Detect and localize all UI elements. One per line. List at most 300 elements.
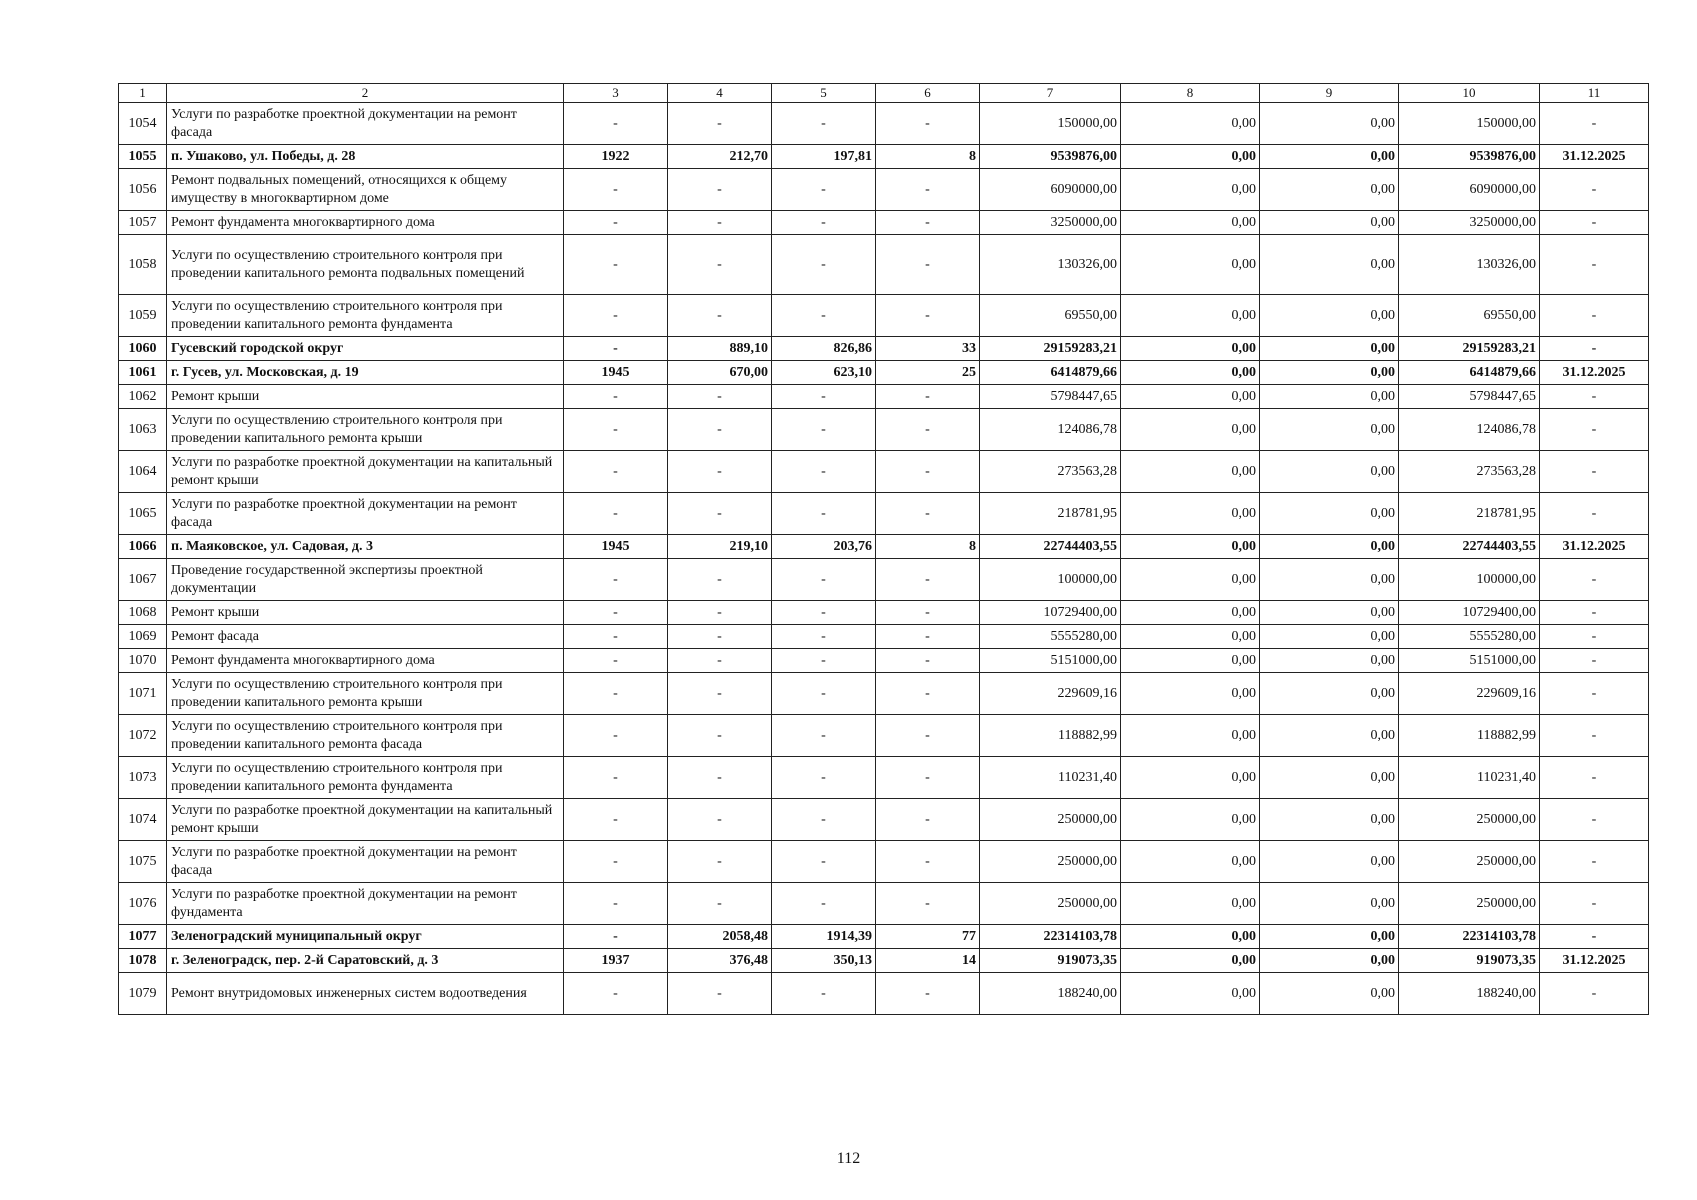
cost-owners-cell: 273563,28 bbox=[1399, 451, 1540, 493]
cost-budget-cell: 0,00 bbox=[1260, 841, 1399, 883]
cost-budget-cell: 0,00 bbox=[1260, 409, 1399, 451]
cost-fund-cell: 0,00 bbox=[1121, 409, 1260, 451]
item-name-cell: Услуги по осуществлению строительного контроля при проведении капитального ремонта фундамента bbox=[167, 295, 564, 337]
residents-cell: - bbox=[876, 451, 980, 493]
cost-fund-cell: 0,00 bbox=[1121, 385, 1260, 409]
row-number-cell: 1060 bbox=[119, 337, 167, 361]
column-number-header: 5 bbox=[772, 84, 876, 103]
cost-owners-cell: 22314103,78 bbox=[1399, 925, 1540, 949]
cost-budget-cell: 0,00 bbox=[1260, 715, 1399, 757]
year-cell: - bbox=[564, 211, 668, 235]
residents-cell: - bbox=[876, 973, 980, 1015]
area-total-cell: - bbox=[668, 169, 772, 211]
area-total-cell: - bbox=[668, 799, 772, 841]
deadline-cell: - bbox=[1540, 385, 1649, 409]
year-cell: - bbox=[564, 451, 668, 493]
cost-fund-cell: 0,00 bbox=[1121, 949, 1260, 973]
area-living-cell: - bbox=[772, 103, 876, 145]
cost-owners-cell: 250000,00 bbox=[1399, 799, 1540, 841]
residents-cell: - bbox=[876, 211, 980, 235]
area-living-cell: - bbox=[772, 235, 876, 295]
deadline-cell: - bbox=[1540, 601, 1649, 625]
table-row bbox=[119, 361, 1649, 385]
area-living-cell: 350,13 bbox=[772, 949, 876, 973]
item-name-cell: Ремонт внутридомовых инженерных систем водоотведения bbox=[167, 973, 564, 1015]
cost-budget-cell: 0,00 bbox=[1260, 757, 1399, 799]
column-number-header: 4 bbox=[668, 84, 772, 103]
area-living-cell: - bbox=[772, 649, 876, 673]
cost-total-cell: 188240,00 bbox=[980, 973, 1121, 1015]
item-name-cell: Ремонт крыши bbox=[167, 601, 564, 625]
table-row bbox=[119, 973, 1649, 1015]
residents-cell: - bbox=[876, 295, 980, 337]
item-name-cell: Услуги по осуществлению строительного контроля при проведении капитального ремонта крыши bbox=[167, 673, 564, 715]
cost-budget-cell: 0,00 bbox=[1260, 103, 1399, 145]
row-number-cell: 1054 bbox=[119, 103, 167, 145]
residents-cell: - bbox=[876, 883, 980, 925]
cost-fund-cell: 0,00 bbox=[1121, 925, 1260, 949]
deadline-cell: - bbox=[1540, 211, 1649, 235]
row-number-cell: 1069 bbox=[119, 625, 167, 649]
deadline-cell: - bbox=[1540, 673, 1649, 715]
year-cell: - bbox=[564, 757, 668, 799]
item-name-cell: Ремонт фасада bbox=[167, 625, 564, 649]
table-row bbox=[119, 409, 1649, 451]
row-number-cell: 1075 bbox=[119, 841, 167, 883]
table-row bbox=[119, 925, 1649, 949]
cost-total-cell: 29159283,21 bbox=[980, 337, 1121, 361]
cost-budget-cell: 0,00 bbox=[1260, 973, 1399, 1015]
cost-total-cell: 22314103,78 bbox=[980, 925, 1121, 949]
row-number-cell: 1063 bbox=[119, 409, 167, 451]
table-row bbox=[119, 235, 1649, 295]
deadline-cell: - bbox=[1540, 625, 1649, 649]
column-number-header-row bbox=[119, 84, 1649, 103]
column-number-header: 11 bbox=[1540, 84, 1649, 103]
cost-budget-cell: 0,00 bbox=[1260, 649, 1399, 673]
residents-cell: - bbox=[876, 103, 980, 145]
residents-cell: 8 bbox=[876, 145, 980, 169]
table-row bbox=[119, 559, 1649, 601]
column-number-header: 6 bbox=[876, 84, 980, 103]
item-name-cell: Ремонт фундамента многоквартирного дома bbox=[167, 211, 564, 235]
cost-fund-cell: 0,00 bbox=[1121, 715, 1260, 757]
row-number-cell: 1065 bbox=[119, 493, 167, 535]
cost-fund-cell: 0,00 bbox=[1121, 211, 1260, 235]
year-cell: 1945 bbox=[564, 361, 668, 385]
area-living-cell: - bbox=[772, 625, 876, 649]
cost-total-cell: 5151000,00 bbox=[980, 649, 1121, 673]
cost-budget-cell: 0,00 bbox=[1260, 925, 1399, 949]
cost-owners-cell: 130326,00 bbox=[1399, 235, 1540, 295]
area-living-cell: - bbox=[772, 799, 876, 841]
year-cell: 1945 bbox=[564, 535, 668, 559]
area-total-cell: - bbox=[668, 715, 772, 757]
cost-owners-cell: 150000,00 bbox=[1399, 103, 1540, 145]
residents-cell: 25 bbox=[876, 361, 980, 385]
cost-fund-cell: 0,00 bbox=[1121, 535, 1260, 559]
cost-owners-cell: 124086,78 bbox=[1399, 409, 1540, 451]
cost-total-cell: 250000,00 bbox=[980, 799, 1121, 841]
cost-fund-cell: 0,00 bbox=[1121, 169, 1260, 211]
residents-cell: - bbox=[876, 385, 980, 409]
cost-total-cell: 22744403,55 bbox=[980, 535, 1121, 559]
area-living-cell: - bbox=[772, 757, 876, 799]
residents-cell: - bbox=[876, 235, 980, 295]
column-number-header: 3 bbox=[564, 84, 668, 103]
area-total-cell: - bbox=[668, 973, 772, 1015]
row-number-cell: 1074 bbox=[119, 799, 167, 841]
cost-total-cell: 150000,00 bbox=[980, 103, 1121, 145]
deadline-cell: - bbox=[1540, 103, 1649, 145]
cost-owners-cell: 118882,99 bbox=[1399, 715, 1540, 757]
cost-fund-cell: 0,00 bbox=[1121, 559, 1260, 601]
cost-fund-cell: 0,00 bbox=[1121, 493, 1260, 535]
residents-cell: - bbox=[876, 559, 980, 601]
table-row bbox=[119, 601, 1649, 625]
cost-fund-cell: 0,00 bbox=[1121, 883, 1260, 925]
item-name-cell: п. Ушаково, ул. Победы, д. 28 bbox=[167, 145, 564, 169]
table-row bbox=[119, 649, 1649, 673]
row-number-cell: 1079 bbox=[119, 973, 167, 1015]
year-cell: - bbox=[564, 925, 668, 949]
area-living-cell: - bbox=[772, 493, 876, 535]
cost-total-cell: 110231,40 bbox=[980, 757, 1121, 799]
area-living-cell: - bbox=[772, 385, 876, 409]
year-cell: - bbox=[564, 385, 668, 409]
deadline-cell: 31.12.2025 bbox=[1540, 949, 1649, 973]
area-living-cell: - bbox=[772, 409, 876, 451]
cost-owners-cell: 250000,00 bbox=[1399, 883, 1540, 925]
cost-budget-cell: 0,00 bbox=[1260, 361, 1399, 385]
year-cell: - bbox=[564, 799, 668, 841]
row-number-cell: 1070 bbox=[119, 649, 167, 673]
cost-total-cell: 130326,00 bbox=[980, 235, 1121, 295]
cost-fund-cell: 0,00 bbox=[1121, 799, 1260, 841]
residents-cell: - bbox=[876, 493, 980, 535]
area-total-cell: 219,10 bbox=[668, 535, 772, 559]
item-name-cell: Гусевский городской округ bbox=[167, 337, 564, 361]
row-number-cell: 1077 bbox=[119, 925, 167, 949]
column-number-header: 8 bbox=[1121, 84, 1260, 103]
item-name-cell: Услуги по разработке проектной документации на ремонт фасада bbox=[167, 841, 564, 883]
cost-owners-cell: 250000,00 bbox=[1399, 841, 1540, 883]
area-living-cell: - bbox=[772, 559, 876, 601]
residents-cell: - bbox=[876, 169, 980, 211]
row-number-cell: 1061 bbox=[119, 361, 167, 385]
row-number-cell: 1078 bbox=[119, 949, 167, 973]
area-total-cell: - bbox=[668, 649, 772, 673]
area-total-cell: - bbox=[668, 385, 772, 409]
deadline-cell: 31.12.2025 bbox=[1540, 145, 1649, 169]
deadline-cell: - bbox=[1540, 559, 1649, 601]
area-total-cell: 2058,48 bbox=[668, 925, 772, 949]
area-total-cell: - bbox=[668, 493, 772, 535]
cost-budget-cell: 0,00 bbox=[1260, 601, 1399, 625]
residents-cell: - bbox=[876, 409, 980, 451]
cost-total-cell: 273563,28 bbox=[980, 451, 1121, 493]
residents-cell: - bbox=[876, 649, 980, 673]
deadline-cell: - bbox=[1540, 841, 1649, 883]
cost-total-cell: 6414879,66 bbox=[980, 361, 1121, 385]
deadline-cell: - bbox=[1540, 169, 1649, 211]
area-living-cell: 203,76 bbox=[772, 535, 876, 559]
column-number-header: 9 bbox=[1260, 84, 1399, 103]
cost-total-cell: 250000,00 bbox=[980, 883, 1121, 925]
cost-total-cell: 6090000,00 bbox=[980, 169, 1121, 211]
deadline-cell: 31.12.2025 bbox=[1540, 361, 1649, 385]
cost-fund-cell: 0,00 bbox=[1121, 649, 1260, 673]
item-name-cell: Ремонт подвальных помещений, относящихся к общему имуществу в многоквартирном доме bbox=[167, 169, 564, 211]
area-total-cell: - bbox=[668, 211, 772, 235]
area-total-cell: - bbox=[668, 409, 772, 451]
row-number-cell: 1066 bbox=[119, 535, 167, 559]
deadline-cell: - bbox=[1540, 649, 1649, 673]
cost-budget-cell: 0,00 bbox=[1260, 145, 1399, 169]
area-total-cell: - bbox=[668, 103, 772, 145]
table-row bbox=[119, 493, 1649, 535]
cost-owners-cell: 188240,00 bbox=[1399, 973, 1540, 1015]
cost-total-cell: 250000,00 bbox=[980, 841, 1121, 883]
cost-total-cell: 229609,16 bbox=[980, 673, 1121, 715]
table-row bbox=[119, 211, 1649, 235]
year-cell: - bbox=[564, 649, 668, 673]
item-name-cell: Зеленоградский муниципальный округ bbox=[167, 925, 564, 949]
cost-total-cell: 919073,35 bbox=[980, 949, 1121, 973]
row-number-cell: 1056 bbox=[119, 169, 167, 211]
deadline-cell: - bbox=[1540, 757, 1649, 799]
area-total-cell: - bbox=[668, 625, 772, 649]
deadline-cell: - bbox=[1540, 295, 1649, 337]
row-number-cell: 1058 bbox=[119, 235, 167, 295]
cost-total-cell: 69550,00 bbox=[980, 295, 1121, 337]
data-table bbox=[118, 83, 1649, 1015]
deadline-cell: 31.12.2025 bbox=[1540, 535, 1649, 559]
table-body bbox=[119, 84, 1649, 1015]
year-cell: - bbox=[564, 235, 668, 295]
area-living-cell: - bbox=[772, 169, 876, 211]
area-living-cell: 197,81 bbox=[772, 145, 876, 169]
cost-budget-cell: 0,00 bbox=[1260, 235, 1399, 295]
area-total-cell: - bbox=[668, 601, 772, 625]
table-row bbox=[119, 535, 1649, 559]
area-total-cell: 212,70 bbox=[668, 145, 772, 169]
cost-budget-cell: 0,00 bbox=[1260, 493, 1399, 535]
table-row bbox=[119, 625, 1649, 649]
cost-owners-cell: 919073,35 bbox=[1399, 949, 1540, 973]
cost-owners-cell: 22744403,55 bbox=[1399, 535, 1540, 559]
residents-cell: - bbox=[876, 673, 980, 715]
cost-total-cell: 124086,78 bbox=[980, 409, 1121, 451]
area-total-cell: - bbox=[668, 295, 772, 337]
cost-fund-cell: 0,00 bbox=[1121, 337, 1260, 361]
table-row bbox=[119, 883, 1649, 925]
area-total-cell: 889,10 bbox=[668, 337, 772, 361]
cost-fund-cell: 0,00 bbox=[1121, 451, 1260, 493]
column-number-header: 2 bbox=[167, 84, 564, 103]
deadline-cell: - bbox=[1540, 337, 1649, 361]
area-living-cell: - bbox=[772, 451, 876, 493]
residents-cell: - bbox=[876, 799, 980, 841]
deadline-cell: - bbox=[1540, 973, 1649, 1015]
area-living-cell: - bbox=[772, 883, 876, 925]
cost-owners-cell: 29159283,21 bbox=[1399, 337, 1540, 361]
residents-cell: - bbox=[876, 625, 980, 649]
cost-owners-cell: 6414879,66 bbox=[1399, 361, 1540, 385]
area-living-cell: - bbox=[772, 973, 876, 1015]
area-total-cell: - bbox=[668, 841, 772, 883]
residents-cell: 14 bbox=[876, 949, 980, 973]
item-name-cell: Услуги по разработке проектной документации на ремонт фундамента bbox=[167, 883, 564, 925]
deadline-cell: - bbox=[1540, 799, 1649, 841]
item-name-cell: Услуги по осуществлению строительного контроля при проведении капитального ремонта крыши bbox=[167, 409, 564, 451]
residents-cell: - bbox=[876, 757, 980, 799]
year-cell: - bbox=[564, 295, 668, 337]
area-total-cell: - bbox=[668, 451, 772, 493]
cost-budget-cell: 0,00 bbox=[1260, 625, 1399, 649]
table-row bbox=[119, 841, 1649, 883]
row-number-cell: 1068 bbox=[119, 601, 167, 625]
cost-owners-cell: 5555280,00 bbox=[1399, 625, 1540, 649]
table-row bbox=[119, 451, 1649, 493]
cost-owners-cell: 3250000,00 bbox=[1399, 211, 1540, 235]
year-cell: - bbox=[564, 883, 668, 925]
column-number-header: 7 bbox=[980, 84, 1121, 103]
item-name-cell: Услуги по разработке проектной документации на ремонт фасада bbox=[167, 493, 564, 535]
cost-owners-cell: 110231,40 bbox=[1399, 757, 1540, 799]
row-number-cell: 1059 bbox=[119, 295, 167, 337]
area-living-cell: 623,10 bbox=[772, 361, 876, 385]
cost-fund-cell: 0,00 bbox=[1121, 145, 1260, 169]
deadline-cell: - bbox=[1540, 925, 1649, 949]
item-name-cell: Услуги по разработке проектной документации на капитальный ремонт крыши bbox=[167, 451, 564, 493]
deadline-cell: - bbox=[1540, 451, 1649, 493]
row-number-cell: 1076 bbox=[119, 883, 167, 925]
area-living-cell: - bbox=[772, 601, 876, 625]
table-row bbox=[119, 103, 1649, 145]
deadline-cell: - bbox=[1540, 493, 1649, 535]
cost-total-cell: 3250000,00 bbox=[980, 211, 1121, 235]
cost-total-cell: 5555280,00 bbox=[980, 625, 1121, 649]
deadline-cell: - bbox=[1540, 883, 1649, 925]
cost-owners-cell: 6090000,00 bbox=[1399, 169, 1540, 211]
year-cell: - bbox=[564, 337, 668, 361]
area-total-cell: - bbox=[668, 673, 772, 715]
item-name-cell: г. Гусев, ул. Московская, д. 19 bbox=[167, 361, 564, 385]
area-living-cell: - bbox=[772, 841, 876, 883]
cost-budget-cell: 0,00 bbox=[1260, 559, 1399, 601]
column-number-header: 10 bbox=[1399, 84, 1540, 103]
year-cell: 1922 bbox=[564, 145, 668, 169]
residents-cell: - bbox=[876, 601, 980, 625]
cost-fund-cell: 0,00 bbox=[1121, 757, 1260, 799]
table-row bbox=[119, 295, 1649, 337]
cost-fund-cell: 0,00 bbox=[1121, 625, 1260, 649]
table-row bbox=[119, 799, 1649, 841]
year-cell: - bbox=[564, 409, 668, 451]
table-row bbox=[119, 385, 1649, 409]
cost-total-cell: 9539876,00 bbox=[980, 145, 1121, 169]
item-name-cell: Проведение государственной экспертизы проектной документации bbox=[167, 559, 564, 601]
cost-owners-cell: 100000,00 bbox=[1399, 559, 1540, 601]
cost-fund-cell: 0,00 bbox=[1121, 103, 1260, 145]
residents-cell: 8 bbox=[876, 535, 980, 559]
cost-budget-cell: 0,00 bbox=[1260, 337, 1399, 361]
table-row bbox=[119, 169, 1649, 211]
row-number-cell: 1073 bbox=[119, 757, 167, 799]
area-living-cell: 1914,39 bbox=[772, 925, 876, 949]
cost-budget-cell: 0,00 bbox=[1260, 799, 1399, 841]
residents-cell: - bbox=[876, 841, 980, 883]
cost-owners-cell: 5798447,65 bbox=[1399, 385, 1540, 409]
row-number-cell: 1071 bbox=[119, 673, 167, 715]
cost-owners-cell: 69550,00 bbox=[1399, 295, 1540, 337]
cost-owners-cell: 218781,95 bbox=[1399, 493, 1540, 535]
year-cell: - bbox=[564, 625, 668, 649]
cost-fund-cell: 0,00 bbox=[1121, 235, 1260, 295]
item-name-cell: Ремонт фундамента многоквартирного дома bbox=[167, 649, 564, 673]
area-total-cell: 670,00 bbox=[668, 361, 772, 385]
cost-budget-cell: 0,00 bbox=[1260, 451, 1399, 493]
cost-owners-cell: 5151000,00 bbox=[1399, 649, 1540, 673]
residents-cell: 33 bbox=[876, 337, 980, 361]
cost-budget-cell: 0,00 bbox=[1260, 295, 1399, 337]
row-number-cell: 1067 bbox=[119, 559, 167, 601]
year-cell: - bbox=[564, 673, 668, 715]
area-living-cell: 826,86 bbox=[772, 337, 876, 361]
area-living-cell: - bbox=[772, 673, 876, 715]
table-row bbox=[119, 715, 1649, 757]
area-living-cell: - bbox=[772, 211, 876, 235]
cost-owners-cell: 229609,16 bbox=[1399, 673, 1540, 715]
item-name-cell: п. Маяковское, ул. Садовая, д. 3 bbox=[167, 535, 564, 559]
table-row bbox=[119, 337, 1649, 361]
cost-total-cell: 218781,95 bbox=[980, 493, 1121, 535]
table-row bbox=[119, 949, 1649, 973]
area-total-cell: - bbox=[668, 757, 772, 799]
item-name-cell: Услуги по осуществлению строительного контроля при проведении капитального ремонта фасада bbox=[167, 715, 564, 757]
area-total-cell: - bbox=[668, 559, 772, 601]
row-number-cell: 1072 bbox=[119, 715, 167, 757]
year-cell: - bbox=[564, 601, 668, 625]
area-total-cell: - bbox=[668, 235, 772, 295]
item-name-cell: Услуги по разработке проектной документации на капитальный ремонт крыши bbox=[167, 799, 564, 841]
cost-total-cell: 10729400,00 bbox=[980, 601, 1121, 625]
row-number-cell: 1064 bbox=[119, 451, 167, 493]
cost-fund-cell: 0,00 bbox=[1121, 673, 1260, 715]
item-name-cell: Ремонт крыши bbox=[167, 385, 564, 409]
year-cell: - bbox=[564, 973, 668, 1015]
year-cell: - bbox=[564, 841, 668, 883]
cost-fund-cell: 0,00 bbox=[1121, 295, 1260, 337]
area-living-cell: - bbox=[772, 295, 876, 337]
cost-total-cell: 100000,00 bbox=[980, 559, 1121, 601]
deadline-cell: - bbox=[1540, 409, 1649, 451]
table-row bbox=[119, 757, 1649, 799]
table-row bbox=[119, 145, 1649, 169]
year-cell: 1937 bbox=[564, 949, 668, 973]
cost-budget-cell: 0,00 bbox=[1260, 169, 1399, 211]
row-number-cell: 1062 bbox=[119, 385, 167, 409]
cost-fund-cell: 0,00 bbox=[1121, 973, 1260, 1015]
area-total-cell: - bbox=[668, 883, 772, 925]
deadline-cell: - bbox=[1540, 235, 1649, 295]
cost-budget-cell: 0,00 bbox=[1260, 385, 1399, 409]
year-cell: - bbox=[564, 103, 668, 145]
cost-budget-cell: 0,00 bbox=[1260, 535, 1399, 559]
year-cell: - bbox=[564, 493, 668, 535]
row-number-cell: 1055 bbox=[119, 145, 167, 169]
